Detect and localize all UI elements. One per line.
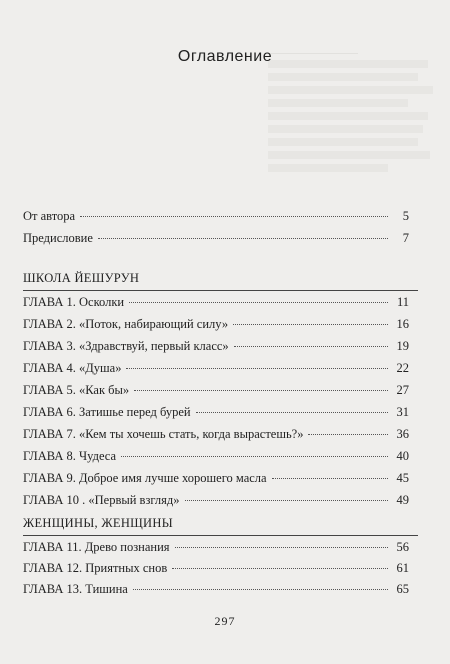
toc-entry-title: ГЛАВА 12. Приятных снов (23, 561, 168, 575)
toc-entry[interactable] (23, 582, 409, 600)
toc-entry-page: 61 (396, 561, 409, 575)
toc-entry[interactable] (23, 540, 409, 558)
toc-entry-page: 11 (396, 295, 409, 309)
dot-leader (98, 238, 388, 239)
toc-entry-page: 19 (396, 339, 409, 353)
toc-entry-title: ГЛАВА 2. «Поток, набирающий силу» (23, 317, 229, 331)
toc-entry[interactable] (23, 339, 409, 357)
dot-leader (196, 412, 388, 413)
toc-entry[interactable] (23, 295, 409, 313)
toc-entry[interactable] (23, 361, 409, 379)
toc-entry-title: ГЛАВА 6. Затишье перед бурей (23, 405, 191, 419)
dot-leader (121, 456, 388, 457)
dot-leader (80, 216, 388, 217)
toc-entry-title: Предисловие (23, 231, 93, 245)
toc-entry[interactable] (23, 471, 409, 489)
toc-entry-title: От автора (23, 209, 76, 223)
dot-leader (272, 478, 388, 479)
toc-entry-preface[interactable] (23, 231, 409, 249)
toc-entry-page: 5 (402, 209, 409, 223)
toc-entry-page: 36 (396, 427, 409, 441)
dot-leader (234, 346, 388, 347)
toc-entry-page: 49 (396, 493, 409, 507)
page-title: Оглавление (177, 48, 273, 65)
dot-leader (172, 568, 388, 569)
toc-entry-title: ГЛАВА 4. «Душа» (23, 361, 122, 375)
toc-entry-title: ГЛАВА 11. Древо познания (23, 540, 170, 554)
toc-entry-title: ГЛАВА 3. «Здравствуй, первый класс» (23, 339, 229, 353)
dot-leader (185, 500, 389, 501)
toc-entry-page: 31 (396, 405, 409, 419)
toc-entry-author-note[interactable] (23, 209, 409, 227)
toc-entry[interactable] (23, 427, 409, 445)
section-divider (23, 535, 418, 536)
toc-entry-page: 7 (402, 231, 409, 245)
toc-entry-title: ГЛАВА 13. Тишина (23, 582, 128, 596)
toc-entry-title: ГЛАВА 8. Чудеса (23, 449, 117, 463)
toc-entry-page: 40 (396, 449, 409, 463)
toc-entry[interactable] (23, 493, 409, 511)
dot-leader (126, 368, 388, 369)
toc-entry-title: ГЛАВА 7. «Кем ты хочешь стать, когда вырастешь?» (23, 427, 304, 441)
toc-entry-title: ГЛАВА 5. «Как бы» (23, 383, 130, 397)
section-heading: ЖЕНЩИНЫ, ЖЕНЩИНЫ (23, 516, 173, 530)
toc-entry-page: 65 (396, 582, 409, 596)
toc-entry-page: 45 (396, 471, 409, 485)
dot-leader (133, 589, 388, 590)
section-heading: ШКОЛА ЙЕШУРУН (23, 271, 140, 285)
toc-entry[interactable] (23, 449, 409, 467)
toc-entry-title: ГЛАВА 10 . «Первый взгляд» (23, 493, 180, 507)
toc-entry-page: 22 (396, 361, 409, 375)
dot-leader (134, 390, 388, 391)
toc-entry[interactable] (23, 405, 409, 423)
dot-leader (233, 324, 388, 325)
dot-leader (308, 434, 388, 435)
toc-entry-title: ГЛАВА 9. Доброе имя лучше хорошего масла (23, 471, 267, 485)
toc-entry-page: 27 (396, 383, 409, 397)
toc-entry[interactable] (23, 317, 409, 335)
toc-entry-page: 56 (396, 540, 409, 554)
toc-entry[interactable] (23, 383, 409, 401)
page-number: 297 (214, 614, 236, 628)
toc-entry-page: 16 (396, 317, 409, 331)
section-divider (23, 290, 418, 291)
dot-leader (129, 302, 388, 303)
toc-entry[interactable] (23, 561, 409, 579)
toc-entry-title: ГЛАВА 1. Осколки (23, 295, 125, 309)
dot-leader (175, 547, 388, 548)
